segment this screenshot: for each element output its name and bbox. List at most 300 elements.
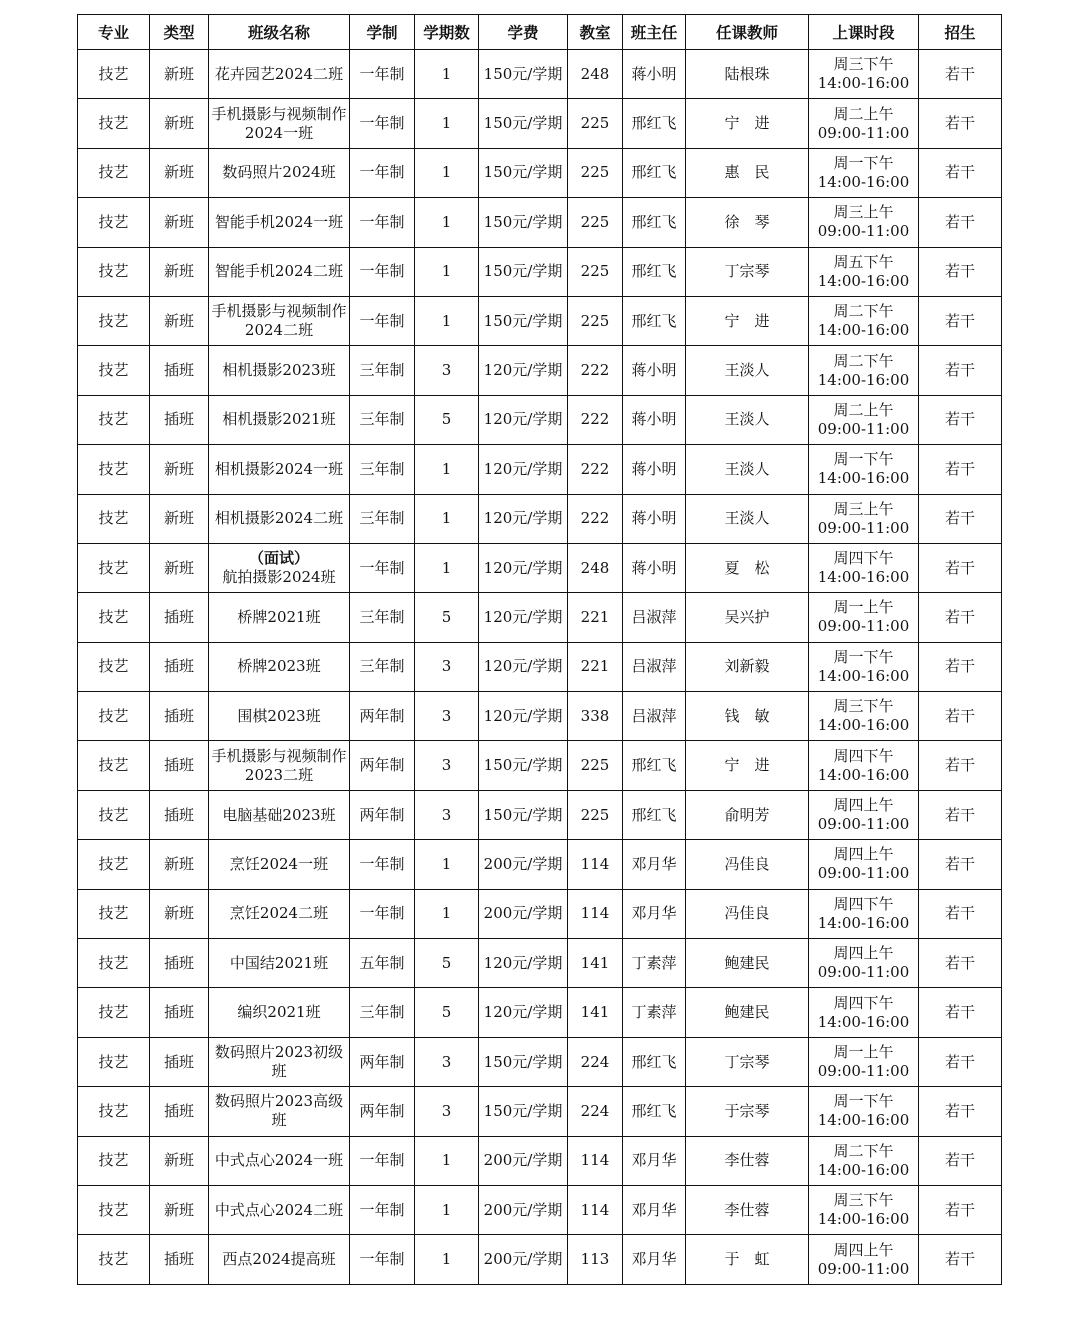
cell-terms: 1: [415, 1136, 479, 1185]
table-row: [78, 543, 1002, 592]
cell-system: 三年制: [350, 642, 415, 691]
cell-class-name: [209, 395, 350, 444]
cell-terms: 3: [415, 346, 479, 395]
cell-system: 三年制: [350, 445, 415, 494]
schedule-time: 14:00-16:00: [817, 765, 910, 784]
cell-system: 一年制: [350, 889, 415, 938]
cell-teacher: 刘新毅: [686, 642, 809, 691]
cell-major: 技艺: [78, 692, 150, 741]
cell-major: 技艺: [78, 296, 150, 345]
cell-major: 技艺: [78, 1185, 150, 1234]
class-name-text: 中国结2021班: [229, 953, 329, 972]
cell-schedule: [809, 148, 919, 197]
cell-schedule: [809, 1037, 919, 1086]
table-row: [78, 1087, 1002, 1136]
cell-enroll: 若干: [919, 99, 1002, 148]
schedule-day: 周二下午: [833, 302, 894, 321]
cell-room: 225: [568, 198, 623, 247]
cell-room: 141: [568, 988, 623, 1037]
class-name-text: 数码照片2023高级班: [214, 1092, 344, 1130]
cell-teacher: 钱 敏: [686, 692, 809, 741]
cell-room: 248: [568, 543, 623, 592]
cell-head-teacher: 邓月华: [623, 1136, 686, 1185]
cell-teacher: 宁 进: [686, 741, 809, 790]
cell-schedule: [809, 50, 919, 99]
cell-type: 新班: [150, 247, 209, 296]
schedule-day: 周四上午: [833, 845, 894, 864]
cell-teacher: 宁 进: [686, 99, 809, 148]
cell-terms: 1: [415, 148, 479, 197]
cell-schedule: [809, 99, 919, 148]
cell-terms: 3: [415, 692, 479, 741]
cell-terms: 3: [415, 642, 479, 691]
table-row: [78, 1235, 1002, 1284]
header-terms: 学期数: [415, 15, 479, 50]
cell-class-name: [209, 198, 350, 247]
cell-type: 新班: [150, 1136, 209, 1185]
class-name-text: 手机摄影与视频制作2024二班: [211, 302, 347, 340]
cell-schedule: [809, 840, 919, 889]
cell-type: 插班: [150, 741, 209, 790]
cell-major: 技艺: [78, 1087, 150, 1136]
cell-schedule: [809, 790, 919, 839]
cell-head-teacher: 邓月华: [623, 840, 686, 889]
cell-fee: 150元/学期: [479, 50, 568, 99]
cell-major: 技艺: [78, 1136, 150, 1185]
cell-major: 技艺: [78, 395, 150, 444]
cell-enroll: 若干: [919, 395, 1002, 444]
table-row: [78, 1185, 1002, 1234]
cell-major: 技艺: [78, 148, 150, 197]
cell-fee: 120元/学期: [479, 395, 568, 444]
cell-room: 225: [568, 741, 623, 790]
cell-class-name: [209, 741, 350, 790]
cell-teacher: 惠 民: [686, 148, 809, 197]
cell-room: 114: [568, 889, 623, 938]
cell-class-name: [209, 1087, 350, 1136]
cell-schedule: [809, 346, 919, 395]
cell-head-teacher: 吕淑萍: [623, 593, 686, 642]
class-name-text: 围棋2023班: [237, 706, 321, 725]
table-row: [78, 99, 1002, 148]
cell-type: 新班: [150, 99, 209, 148]
table-row: [78, 50, 1002, 99]
schedule-time: 14:00-16:00: [817, 1210, 910, 1229]
cell-teacher: 李仕蓉: [686, 1185, 809, 1234]
cell-system: 两年制: [350, 790, 415, 839]
schedule-time: 14:00-16:00: [817, 370, 910, 389]
cell-fee: 150元/学期: [479, 99, 568, 148]
cell-teacher: 冯佳良: [686, 889, 809, 938]
schedule-time: 14:00-16:00: [817, 716, 910, 735]
cell-room: 222: [568, 346, 623, 395]
schedule-day: 周二下午: [833, 351, 894, 370]
schedule-day: 周三上午: [833, 203, 894, 222]
cell-major: 技艺: [78, 543, 150, 592]
cell-fee: 120元/学期: [479, 939, 568, 988]
cell-class-name: [209, 1037, 350, 1086]
cell-schedule: [809, 889, 919, 938]
cell-room: 222: [568, 494, 623, 543]
cell-system: 两年制: [350, 1087, 415, 1136]
schedule-day: 周四下午: [833, 549, 894, 568]
cell-schedule: [809, 445, 919, 494]
cell-fee: 120元/学期: [479, 494, 568, 543]
cell-type: 插班: [150, 346, 209, 395]
class-name-text: 烹饪2024二班: [229, 904, 329, 923]
class-name-text: 相机摄影2021班: [222, 410, 336, 429]
schedule-time: 14:00-16:00: [817, 74, 910, 93]
schedule-day: 周五下午: [833, 252, 894, 271]
cell-class-name: [209, 642, 350, 691]
cell-schedule: [809, 939, 919, 988]
cell-enroll: 若干: [919, 148, 1002, 197]
table-row: [78, 198, 1002, 247]
class-name-text: 航拍摄影2024班: [222, 568, 336, 587]
cell-schedule: [809, 247, 919, 296]
cell-major: 技艺: [78, 445, 150, 494]
cell-head-teacher: 邢红飞: [623, 247, 686, 296]
cell-enroll: 若干: [919, 1087, 1002, 1136]
cell-schedule: [809, 395, 919, 444]
cell-type: 插班: [150, 692, 209, 741]
cell-type: 插班: [150, 1235, 209, 1284]
cell-class-name: [209, 692, 350, 741]
cell-enroll: 若干: [919, 346, 1002, 395]
cell-system: 一年制: [350, 296, 415, 345]
header-head-teacher: 班主任: [623, 15, 686, 50]
cell-enroll: 若干: [919, 741, 1002, 790]
cell-terms: 1: [415, 296, 479, 345]
class-name-text: 数码照片2024班: [222, 163, 336, 182]
cell-terms: 1: [415, 198, 479, 247]
cell-schedule: [809, 1087, 919, 1136]
class-name-text: 电脑基础2023班: [222, 805, 336, 824]
cell-room: 114: [568, 1185, 623, 1234]
cell-room: 222: [568, 395, 623, 444]
cell-fee: 150元/学期: [479, 198, 568, 247]
cell-teacher: 丁宗琴: [686, 247, 809, 296]
cell-class-name: [209, 939, 350, 988]
cell-class-name: [209, 593, 350, 642]
schedule-day: 周二上午: [833, 104, 894, 123]
cell-type: 新班: [150, 543, 209, 592]
course-schedule-sheet: [77, 14, 1001, 1285]
schedule-time: 14:00-16:00: [817, 1160, 910, 1179]
cell-fee: 150元/学期: [479, 790, 568, 839]
cell-fee: 200元/学期: [479, 1235, 568, 1284]
cell-fee: 200元/学期: [479, 840, 568, 889]
cell-major: 技艺: [78, 790, 150, 839]
table-row: [78, 494, 1002, 543]
cell-fee: 120元/学期: [479, 692, 568, 741]
course-table: [77, 14, 1002, 1285]
cell-class-name: [209, 346, 350, 395]
schedule-time: 09:00-11:00: [817, 1062, 910, 1080]
cell-teacher: 冯佳良: [686, 840, 809, 889]
cell-enroll: 若干: [919, 198, 1002, 247]
cell-head-teacher: 邢红飞: [623, 148, 686, 197]
cell-system: 三年制: [350, 395, 415, 444]
cell-head-teacher: 吕淑萍: [623, 642, 686, 691]
table-row: [78, 593, 1002, 642]
cell-major: 技艺: [78, 247, 150, 296]
cell-teacher: 鲍建民: [686, 939, 809, 988]
cell-fee: 120元/学期: [479, 988, 568, 1037]
schedule-day: 周一下午: [833, 1092, 894, 1111]
cell-head-teacher: 吕淑萍: [623, 692, 686, 741]
table-row: [78, 692, 1002, 741]
cell-type: 插班: [150, 1037, 209, 1086]
schedule-time: 14:00-16:00: [817, 469, 910, 488]
schedule-time: 14:00-16:00: [817, 1012, 910, 1031]
cell-system: 一年制: [350, 247, 415, 296]
cell-room: 225: [568, 99, 623, 148]
header-teacher: 任课教师: [686, 15, 809, 50]
schedule-day: 周四下午: [833, 894, 894, 913]
cell-major: 技艺: [78, 50, 150, 99]
cell-schedule: [809, 198, 919, 247]
class-name-text: 智能手机2024一班: [214, 212, 344, 231]
cell-head-teacher: 邓月华: [623, 889, 686, 938]
cell-terms: 1: [415, 840, 479, 889]
cell-teacher: 丁宗琴: [686, 1037, 809, 1086]
cell-schedule: [809, 1185, 919, 1234]
cell-system: 一年制: [350, 1235, 415, 1284]
header-system: 学制: [350, 15, 415, 50]
schedule-time: 09:00-11:00: [817, 1259, 910, 1278]
cell-terms: 3: [415, 741, 479, 790]
table-row: [78, 296, 1002, 345]
schedule-time: 09:00-11:00: [817, 864, 910, 883]
cell-class-name: [209, 840, 350, 889]
cell-enroll: 若干: [919, 543, 1002, 592]
cell-system: 三年制: [350, 494, 415, 543]
cell-terms: 3: [415, 1037, 479, 1086]
table-row: [78, 148, 1002, 197]
cell-fee: 200元/学期: [479, 1185, 568, 1234]
cell-teacher: 王淡人: [686, 346, 809, 395]
cell-room: 114: [568, 1136, 623, 1185]
schedule-day: 周一上午: [833, 598, 894, 617]
cell-schedule: [809, 543, 919, 592]
cell-teacher: 鲍建民: [686, 988, 809, 1037]
table-row: [78, 346, 1002, 395]
schedule-day: 周一下午: [833, 450, 894, 469]
cell-room: 225: [568, 790, 623, 839]
cell-type: 插班: [150, 1087, 209, 1136]
cell-class-name: [209, 790, 350, 839]
cell-head-teacher: 邢红飞: [623, 198, 686, 247]
cell-schedule: [809, 692, 919, 741]
cell-terms: 3: [415, 1087, 479, 1136]
cell-room: 225: [568, 148, 623, 197]
cell-system: 两年制: [350, 1037, 415, 1086]
cell-major: 技艺: [78, 988, 150, 1037]
cell-fee: 200元/学期: [479, 1136, 568, 1185]
schedule-day: 周一下午: [833, 647, 894, 666]
cell-head-teacher: 蒋小明: [623, 543, 686, 592]
cell-type: 插班: [150, 790, 209, 839]
cell-system: 两年制: [350, 692, 415, 741]
schedule-day: 周四上午: [833, 796, 894, 815]
header-enroll: 招生: [919, 15, 1002, 50]
cell-enroll: 若干: [919, 494, 1002, 543]
cell-head-teacher: 蒋小明: [623, 346, 686, 395]
schedule-time: 14:00-16:00: [817, 1111, 910, 1130]
cell-room: 224: [568, 1087, 623, 1136]
schedule-day: 周三上午: [833, 499, 894, 518]
cell-schedule: [809, 741, 919, 790]
cell-enroll: 若干: [919, 1185, 1002, 1234]
class-name-text: 烹饪2024一班: [229, 854, 329, 873]
cell-room: 114: [568, 840, 623, 889]
schedule-day: 周二下午: [833, 1141, 894, 1160]
schedule-time: 09:00-11:00: [817, 123, 910, 142]
cell-enroll: 若干: [919, 790, 1002, 839]
cell-major: 技艺: [78, 346, 150, 395]
cell-type: 新班: [150, 889, 209, 938]
cell-head-teacher: 邓月华: [623, 1185, 686, 1234]
class-name-text: 桥牌2023班: [237, 657, 321, 676]
class-name-text: 相机摄影2024一班: [214, 459, 344, 478]
cell-system: 一年制: [350, 50, 415, 99]
cell-fee: 120元/学期: [479, 642, 568, 691]
table-row: [78, 395, 1002, 444]
cell-enroll: 若干: [919, 1235, 1002, 1284]
class-name-text: 西点2024提高班: [222, 1250, 336, 1269]
table-row: [78, 1037, 1002, 1086]
schedule-time: 09:00-11:00: [817, 419, 910, 438]
cell-enroll: 若干: [919, 642, 1002, 691]
cell-major: 技艺: [78, 494, 150, 543]
cell-major: 技艺: [78, 1235, 150, 1284]
cell-class-name: [209, 494, 350, 543]
schedule-time: 09:00-11:00: [817, 222, 910, 241]
cell-teacher: 王淡人: [686, 494, 809, 543]
cell-enroll: 若干: [919, 939, 1002, 988]
cell-system: 一年制: [350, 1136, 415, 1185]
cell-terms: 1: [415, 889, 479, 938]
cell-class-name: [209, 247, 350, 296]
cell-enroll: 若干: [919, 988, 1002, 1037]
cell-type: 插班: [150, 642, 209, 691]
cell-room: 248: [568, 50, 623, 99]
cell-room: 113: [568, 1235, 623, 1284]
cell-fee: 200元/学期: [479, 889, 568, 938]
cell-system: 五年制: [350, 939, 415, 988]
cell-head-teacher: 邢红飞: [623, 790, 686, 839]
cell-system: 两年制: [350, 741, 415, 790]
schedule-time: 14:00-16:00: [817, 271, 910, 290]
cell-system: 三年制: [350, 593, 415, 642]
cell-room: 224: [568, 1037, 623, 1086]
cell-type: 新班: [150, 198, 209, 247]
cell-enroll: 若干: [919, 296, 1002, 345]
cell-head-teacher: 丁素萍: [623, 988, 686, 1037]
cell-terms: 5: [415, 939, 479, 988]
cell-head-teacher: 蒋小明: [623, 395, 686, 444]
cell-fee: 150元/学期: [479, 741, 568, 790]
cell-system: 一年制: [350, 198, 415, 247]
cell-terms: 1: [415, 1235, 479, 1284]
schedule-day: 周四上午: [833, 1240, 894, 1259]
schedule-day: 周四上午: [833, 944, 894, 963]
cell-type: 新班: [150, 296, 209, 345]
cell-teacher: 王淡人: [686, 395, 809, 444]
schedule-time: 14:00-16:00: [817, 321, 910, 340]
cell-terms: 1: [415, 99, 479, 148]
cell-system: 三年制: [350, 346, 415, 395]
cell-system: 一年制: [350, 99, 415, 148]
cell-teacher: 李仕蓉: [686, 1136, 809, 1185]
class-name-text: 相机摄影2023班: [222, 361, 336, 380]
cell-schedule: [809, 1136, 919, 1185]
schedule-day: 周二上午: [833, 400, 894, 419]
cell-schedule: [809, 494, 919, 543]
header-class-name: 班级名称: [209, 15, 350, 50]
cell-type: 新班: [150, 50, 209, 99]
cell-type: 新班: [150, 494, 209, 543]
schedule-day: 周一下午: [833, 153, 894, 172]
schedule-time: 14:00-16:00: [817, 568, 910, 587]
cell-room: 221: [568, 593, 623, 642]
cell-class-name: [209, 99, 350, 148]
cell-enroll: 若干: [919, 445, 1002, 494]
cell-head-teacher: 邢红飞: [623, 1087, 686, 1136]
schedule-day: 周三下午: [833, 1191, 894, 1210]
cell-terms: 5: [415, 988, 479, 1037]
cell-schedule: [809, 296, 919, 345]
cell-type: 新班: [150, 148, 209, 197]
cell-head-teacher: 丁素萍: [623, 939, 686, 988]
cell-room: 338: [568, 692, 623, 741]
schedule-time: 09:00-11:00: [817, 815, 910, 834]
cell-room: 141: [568, 939, 623, 988]
cell-fee: 120元/学期: [479, 543, 568, 592]
cell-terms: 5: [415, 593, 479, 642]
table-header-row: [78, 15, 1002, 50]
table-row: [78, 741, 1002, 790]
cell-head-teacher: 邓月华: [623, 1235, 686, 1284]
cell-class-name: [209, 1235, 350, 1284]
schedule-day: 周三下午: [833, 55, 894, 74]
cell-major: 技艺: [78, 99, 150, 148]
schedule-time: 09:00-11:00: [817, 617, 910, 636]
cell-fee: 150元/学期: [479, 296, 568, 345]
cell-major: 技艺: [78, 198, 150, 247]
cell-teacher: 俞明芳: [686, 790, 809, 839]
table-row: [78, 790, 1002, 839]
cell-terms: 1: [415, 543, 479, 592]
schedule-day: 周三下午: [833, 697, 894, 716]
cell-room: 225: [568, 296, 623, 345]
table-row: [78, 247, 1002, 296]
cell-terms: 1: [415, 247, 479, 296]
schedule-time: 09:00-11:00: [817, 518, 910, 537]
cell-system: 一年制: [350, 543, 415, 592]
class-name-text: 中式点心2024二班: [214, 1200, 344, 1219]
cell-major: 技艺: [78, 642, 150, 691]
cell-teacher: 于 虹: [686, 1235, 809, 1284]
cell-terms: 1: [415, 494, 479, 543]
cell-type: 插班: [150, 395, 209, 444]
cell-enroll: 若干: [919, 247, 1002, 296]
cell-fee: 120元/学期: [479, 593, 568, 642]
table-row: [78, 939, 1002, 988]
cell-head-teacher: 蒋小明: [623, 445, 686, 494]
cell-class-name: [209, 543, 350, 592]
